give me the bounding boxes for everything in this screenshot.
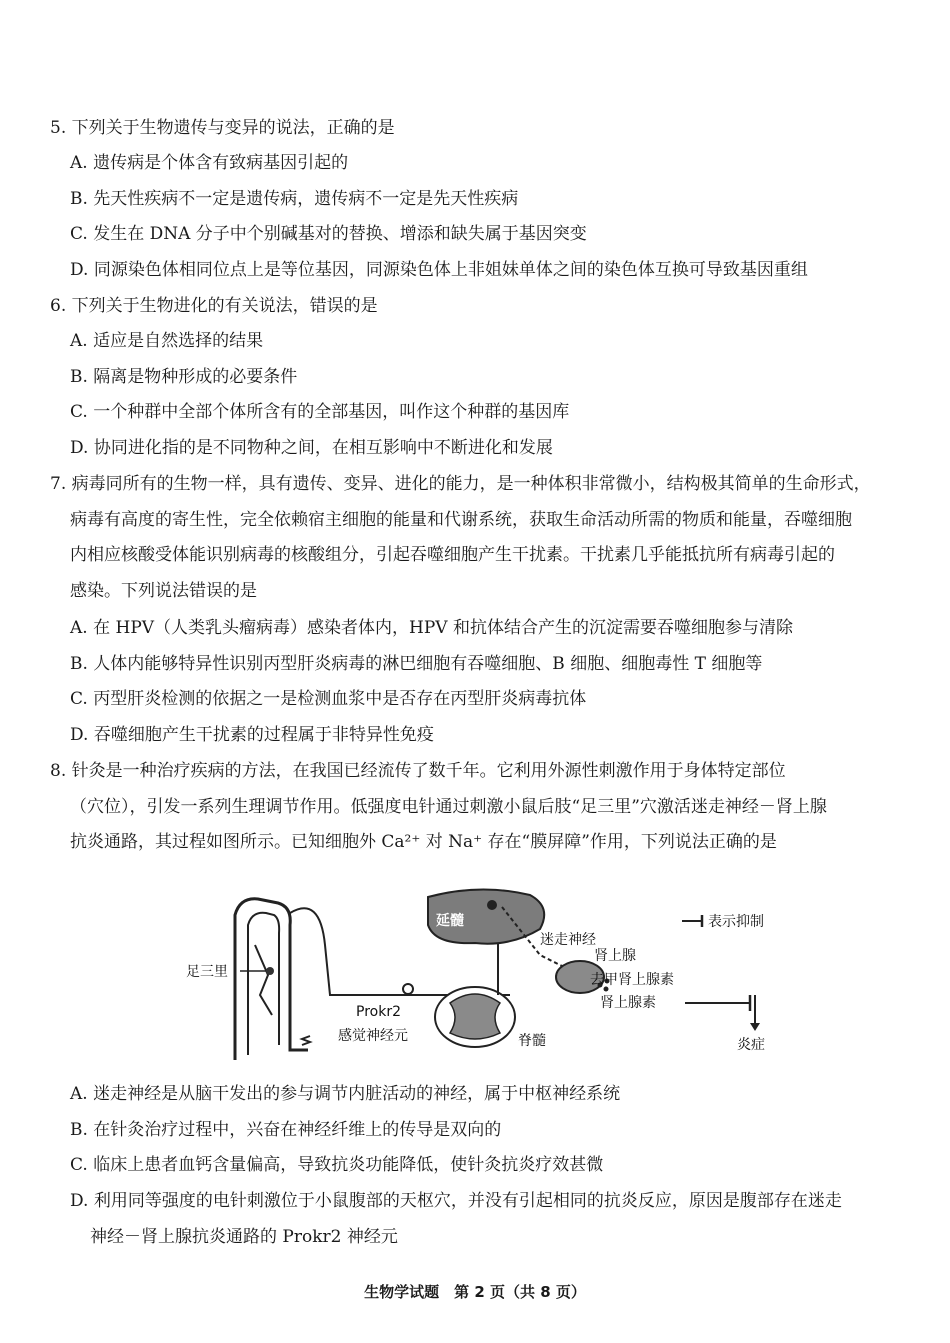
q6-option-b: B. 隔离是物种形成的必要条件 bbox=[70, 367, 298, 387]
q7-stem-line-4: 感染。下列说法错误的是 bbox=[70, 580, 257, 601]
q6-option-c: C. 一个种群中全部个体所含有的全部基因，叫作这个种群的基因库 bbox=[70, 402, 570, 422]
q7-option-d: D. 吞噬细胞产生干扰素的过程属于非特异性免疫 bbox=[70, 725, 434, 745]
mouse-leg-outline bbox=[235, 899, 308, 1060]
q7-option-c: C. 丙型肝炎检测的依据之一是检测血浆中是否存在丙型肝炎病毒抗体 bbox=[70, 689, 587, 709]
q6-option-d: D. 协同进化指的是不同物种之间，在相互影响中不断进化和发展 bbox=[70, 438, 553, 458]
label-epinephrine: 肾上腺素 bbox=[600, 995, 656, 1011]
q5-option-a: A. 遗传病是个体含有致病基因引起的 bbox=[70, 153, 349, 173]
arrow-head bbox=[750, 1023, 760, 1031]
question-7-stem bbox=[50, 467, 918, 609]
spinal-grey-matter bbox=[450, 994, 500, 1039]
neuron-soma bbox=[403, 984, 413, 994]
acupuncture-pathway-figure bbox=[180, 885, 800, 1065]
label-prokr2: Prokr2 bbox=[356, 1004, 401, 1020]
q8-option-d: D. 利用同等强度的电针刺激位于小鼠腹部的天枢穴，并没有引起相同的抗炎反应，原因是腹部存在迷走 bbox=[70, 1191, 842, 1211]
zusanli-point bbox=[266, 967, 274, 975]
label-spinal-cord: 脊髓 bbox=[518, 1033, 546, 1049]
mouse-toes bbox=[302, 1036, 310, 1045]
q5-option-d: D. 同源染色体相同位点上是等位基因，同源染色体上非姐妹单体之间的染色体互换可导致基因重组 bbox=[70, 260, 808, 280]
label-sensory-neuron: 感觉神经元 bbox=[338, 1028, 408, 1044]
label-adrenal: 肾上腺 bbox=[594, 948, 636, 964]
page-footer: 生物学试题 第 2 页（共 8 页） bbox=[364, 1283, 586, 1301]
q8-option-c: C. 临床上患者血钙含量偏高，导致抗炎功能降低，使针灸抗炎疗效甚微 bbox=[70, 1155, 604, 1175]
label-medulla: 延髓 bbox=[436, 913, 464, 929]
question-6-stem: 6. 下列关于生物进化的有关说法，错误的是 bbox=[50, 296, 378, 316]
q7-option-b: B. 人体内能够特异性识别丙型肝炎病毒的淋巴细胞有吞噬细胞、B 细胞、细胞毒性 T 细胞等 bbox=[70, 654, 763, 674]
q8-stem-line-3: 抗炎通路，其过程如图所示。已知细胞外 Ca²⁺ 对 Na⁺ 存在“膜屏障”作用，下列说法正确的是 bbox=[70, 832, 777, 852]
q7-option-a: A. 在 HPV（人类乳头瘤病毒）感染者体内，HPV 和抗体结合产生的沉淀需要吞噬细胞参与清除 bbox=[70, 618, 793, 638]
q5-option-b: B. 先天性疾病不一定是遗传病，遗传病不一定是先天性疾病 bbox=[70, 189, 519, 209]
question-5-stem: 5. 下列关于生物遗传与变异的说法，正确的是 bbox=[50, 118, 395, 138]
q8-option-d-continued: 神经－肾上腺抗炎通路的 Prokr2 神经元 bbox=[90, 1227, 398, 1247]
medulla-nucleus bbox=[487, 900, 497, 910]
question-8-stem bbox=[50, 754, 918, 861]
label-norepinephrine: 去甲肾上腺素 bbox=[590, 972, 674, 988]
label-zusanli: 足三里 bbox=[186, 964, 228, 980]
leg-bone bbox=[255, 945, 272, 1015]
q8-stem-line-1: 8. 针灸是一种治疗疾病的方法，在我国已经流传了数千年。它利用外源性刺激作用于身体特定部位 bbox=[50, 761, 786, 781]
label-vagus: 迷走神经 bbox=[540, 932, 596, 948]
label-inflammation: 炎症 bbox=[737, 1037, 765, 1053]
q5-option-c: C. 发生在 DNA 分子中个别碱基对的替换、增添和缺失属于基因突变 bbox=[70, 224, 587, 244]
q8-stem-line-2: （穴位），引发一系列生理调节作用。低强度电针通过刺激小鼠后肢“足三里”穴激活迷走神经－肾上腺 bbox=[70, 796, 827, 817]
q8-option-b: B. 在针灸治疗过程中，兴奋在神经纤维上的传导是双向的 bbox=[70, 1120, 502, 1140]
legend-text: 表示抑制 bbox=[708, 914, 764, 930]
q7-stem-line-2: 病毒有高度的寄生性，完全依赖宿主细胞的能量和代谢系统，获取生命活动所需的物质和能量，吞噬细胞 bbox=[70, 509, 852, 530]
q8-option-a: A. 迷走神经是从脑干发出的参与调节内脏活动的神经，属于中枢神经系统 bbox=[70, 1084, 621, 1104]
q6-option-a: A. 适应是自然选择的结果 bbox=[70, 331, 264, 351]
q7-stem-line-3: 内相应核酸受体能识别病毒的核酸组分，引起吞噬细胞产生干扰素。干扰素几乎能抵抗所有病毒引起的 bbox=[70, 545, 835, 565]
q7-stem-line-1: 7. 病毒同所有的生物一样，具有遗传、变异、进化的能力，是一种体积非常微小，结构极其简单的生命形式， bbox=[50, 474, 871, 494]
